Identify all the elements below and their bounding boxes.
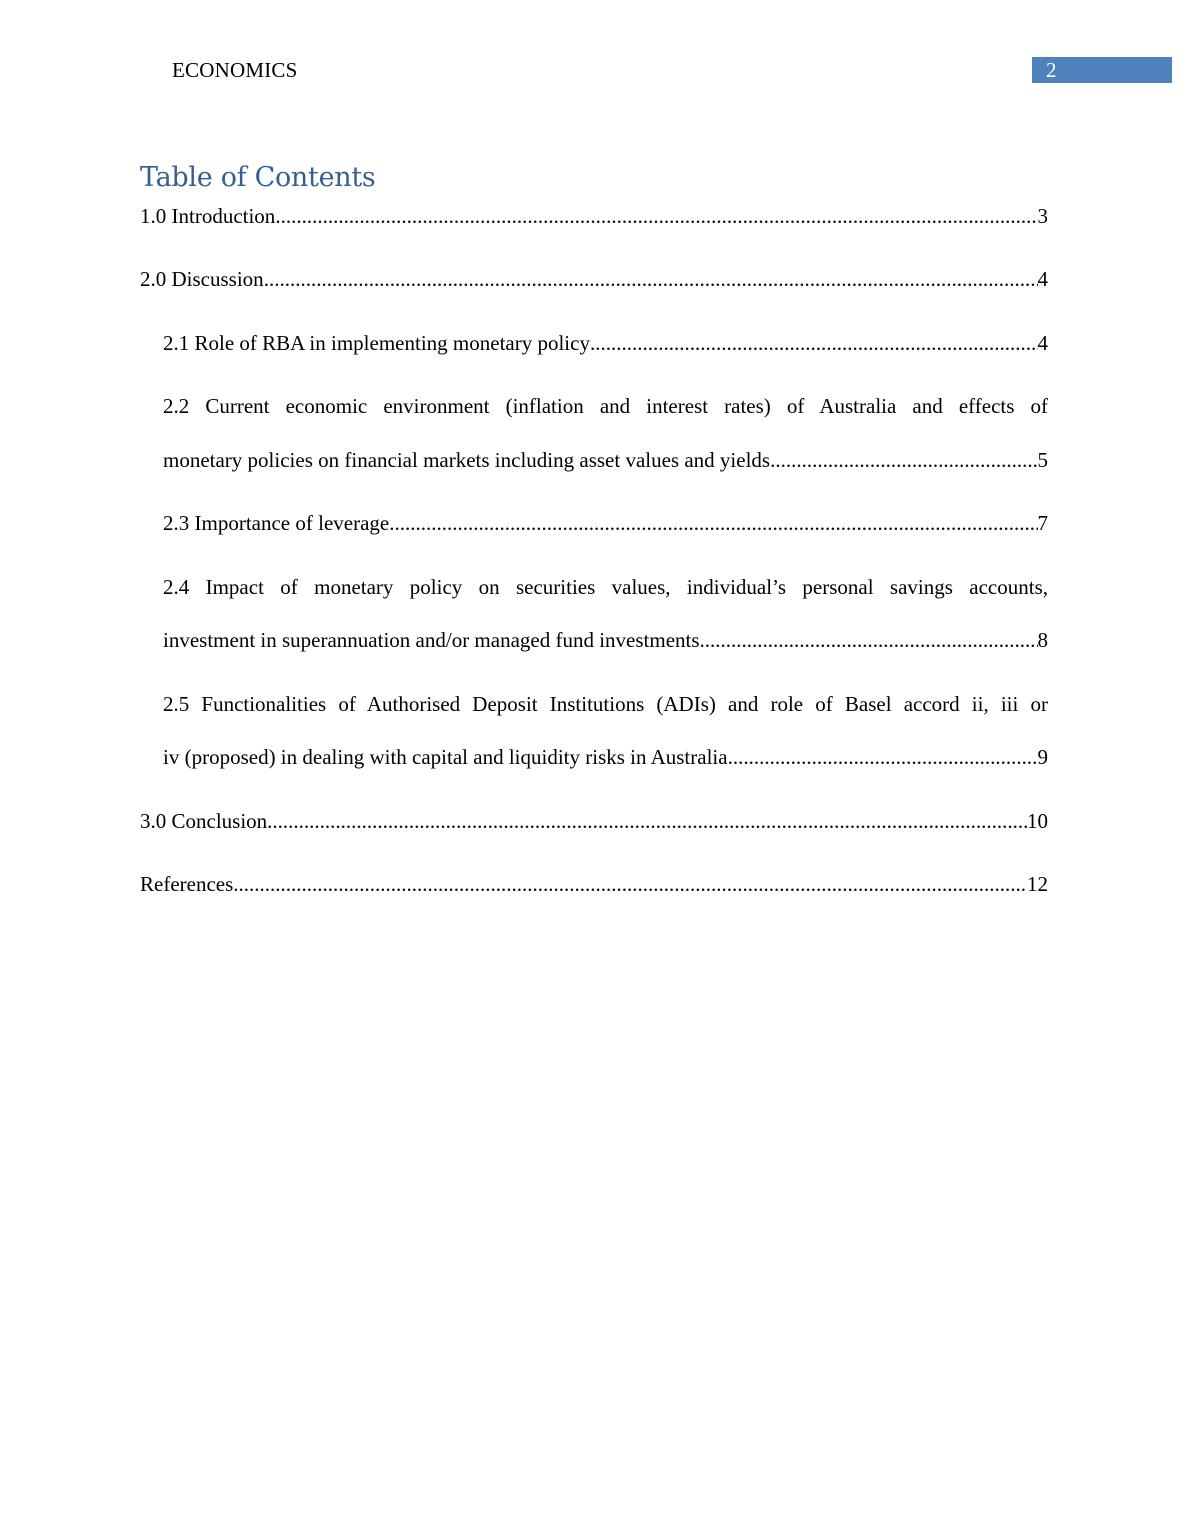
toc-entry-role-of-rba[interactable] [163, 327, 1048, 359]
toc-entry-text: 3.0 Conclusion [140, 809, 268, 833]
toc-leader-dots [267, 805, 1027, 837]
toc-leader-dots [233, 868, 1027, 900]
toc-entry-text: References [140, 872, 234, 896]
toc-leader-dots [728, 741, 1038, 773]
toc-title: Table of Contents [140, 162, 376, 193]
toc-entry-economic-environment-line1[interactable] [163, 390, 1048, 422]
toc-entry-text: 2.2 Current economic environment (inflation and interest rates) of Australia and effects of [163, 394, 1048, 418]
toc-entry-text: monetary policies on financial markets including asset values and yields [163, 448, 771, 472]
toc-entry-text: 2.1 Role of RBA in implementing monetary policy [163, 331, 590, 355]
page-number-badge: 2 [1032, 57, 1172, 83]
toc-entry-impact-monetary-line1[interactable] [163, 571, 1048, 603]
toc-leader-dots [770, 444, 1037, 476]
toc-entry-page: 12 [1027, 872, 1048, 896]
toc-entry-text: 1.0 Introduction [140, 204, 276, 228]
toc-entry-conclusion[interactable] [140, 805, 1048, 837]
toc-entry-page: 4 [1037, 267, 1048, 291]
running-head: ECONOMICS [172, 58, 298, 82]
toc-leader-dots [389, 507, 1037, 539]
toc-entry-text: 2.5 Functionalities of Authorised Deposit Institutions (ADIs) and role of Basel accord ii, iii or [163, 692, 1048, 716]
toc-entry-page: 8 [1037, 628, 1048, 652]
toc-entry-page: 10 [1027, 809, 1048, 833]
toc-entry-references[interactable] [140, 868, 1048, 900]
toc-entry-economic-environment[interactable] [163, 444, 1048, 476]
toc-leader-dots [590, 327, 1038, 359]
toc-entry-leverage[interactable] [163, 507, 1048, 539]
toc-entry-text: investment in superannuation and/or managed fund investments [163, 628, 700, 652]
toc-entry-page: 7 [1037, 511, 1048, 535]
toc-entry-adis[interactable] [163, 741, 1048, 773]
toc-entry-adis-line1[interactable] [163, 688, 1048, 720]
toc-entry-text: 2.0 Discussion [140, 267, 264, 291]
toc-leader-dots [275, 200, 1037, 232]
toc-entry-text: iv (proposed) in dealing with capital and liquidity risks in Australia [163, 745, 728, 769]
toc-entry-introduction[interactable] [140, 200, 1048, 232]
toc-entry-text: 2.4 Impact of monetary policy on securities values, individual’s personal savings accounts, [163, 575, 1048, 599]
toc-leader-dots [264, 263, 1038, 295]
toc-entry-page: 5 [1037, 448, 1048, 472]
toc-entry-page: 4 [1037, 331, 1048, 355]
toc-entry-impact-monetary[interactable] [163, 624, 1048, 656]
toc-entry-discussion[interactable] [140, 263, 1048, 295]
toc-entry-page: 9 [1037, 745, 1048, 769]
toc-leader-dots [700, 624, 1038, 656]
toc-entry-text: 2.3 Importance of leverage [163, 511, 390, 535]
toc-entry-page: 3 [1037, 204, 1048, 228]
